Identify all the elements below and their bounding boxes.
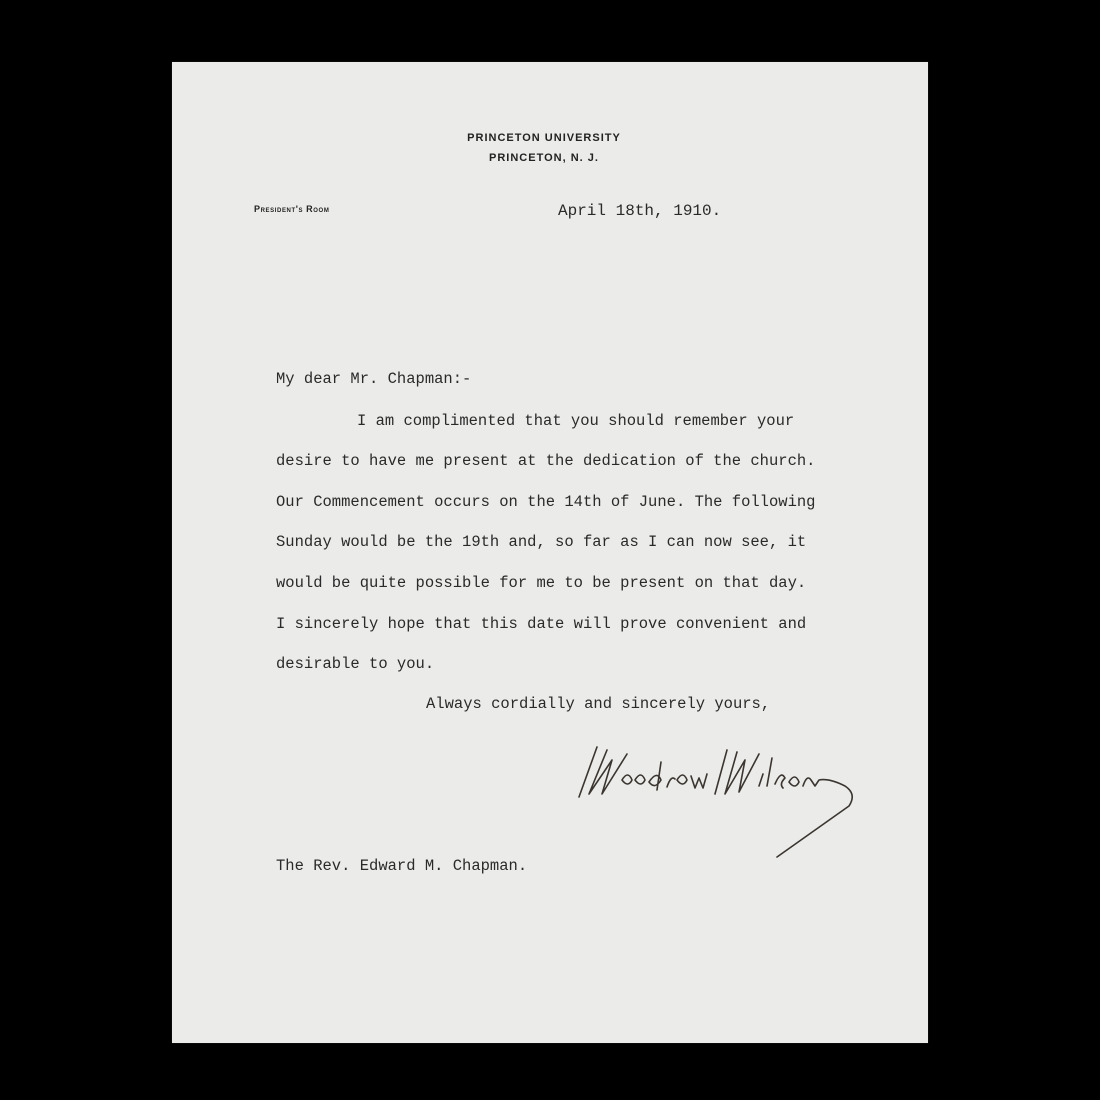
body-line: desirable to you. <box>276 655 435 673</box>
letter-closing: Always cordially and sincerely yours, <box>426 695 771 713</box>
body-line: Our Commencement occurs on the 14th of June. The following <box>276 493 816 511</box>
letterhead-institution: PRINCETON UNIVERSITY <box>467 132 621 144</box>
letterhead-office: President's Room <box>254 204 330 214</box>
letterhead-location: PRINCETON, N. J. <box>489 152 599 164</box>
body-line: Sunday would be the 19th and, so far as I can now see, it <box>276 533 807 551</box>
letter-date: April 18th, 1910. <box>558 202 722 220</box>
letter-paper <box>172 62 928 1043</box>
body-line: I am complimented that you should remember your <box>357 412 795 430</box>
letter-recipient: The Rev. Edward M. Chapman. <box>276 857 528 875</box>
body-line: I sincerely hope that this date will prove convenient and <box>276 615 807 633</box>
signature-icon <box>567 742 867 862</box>
body-line: desire to have me present at the dedication of the church. <box>276 452 816 470</box>
body-line: would be quite possible for me to be present on that day. <box>276 574 807 592</box>
letter-salutation: My dear Mr. Chapman:- <box>276 370 472 388</box>
